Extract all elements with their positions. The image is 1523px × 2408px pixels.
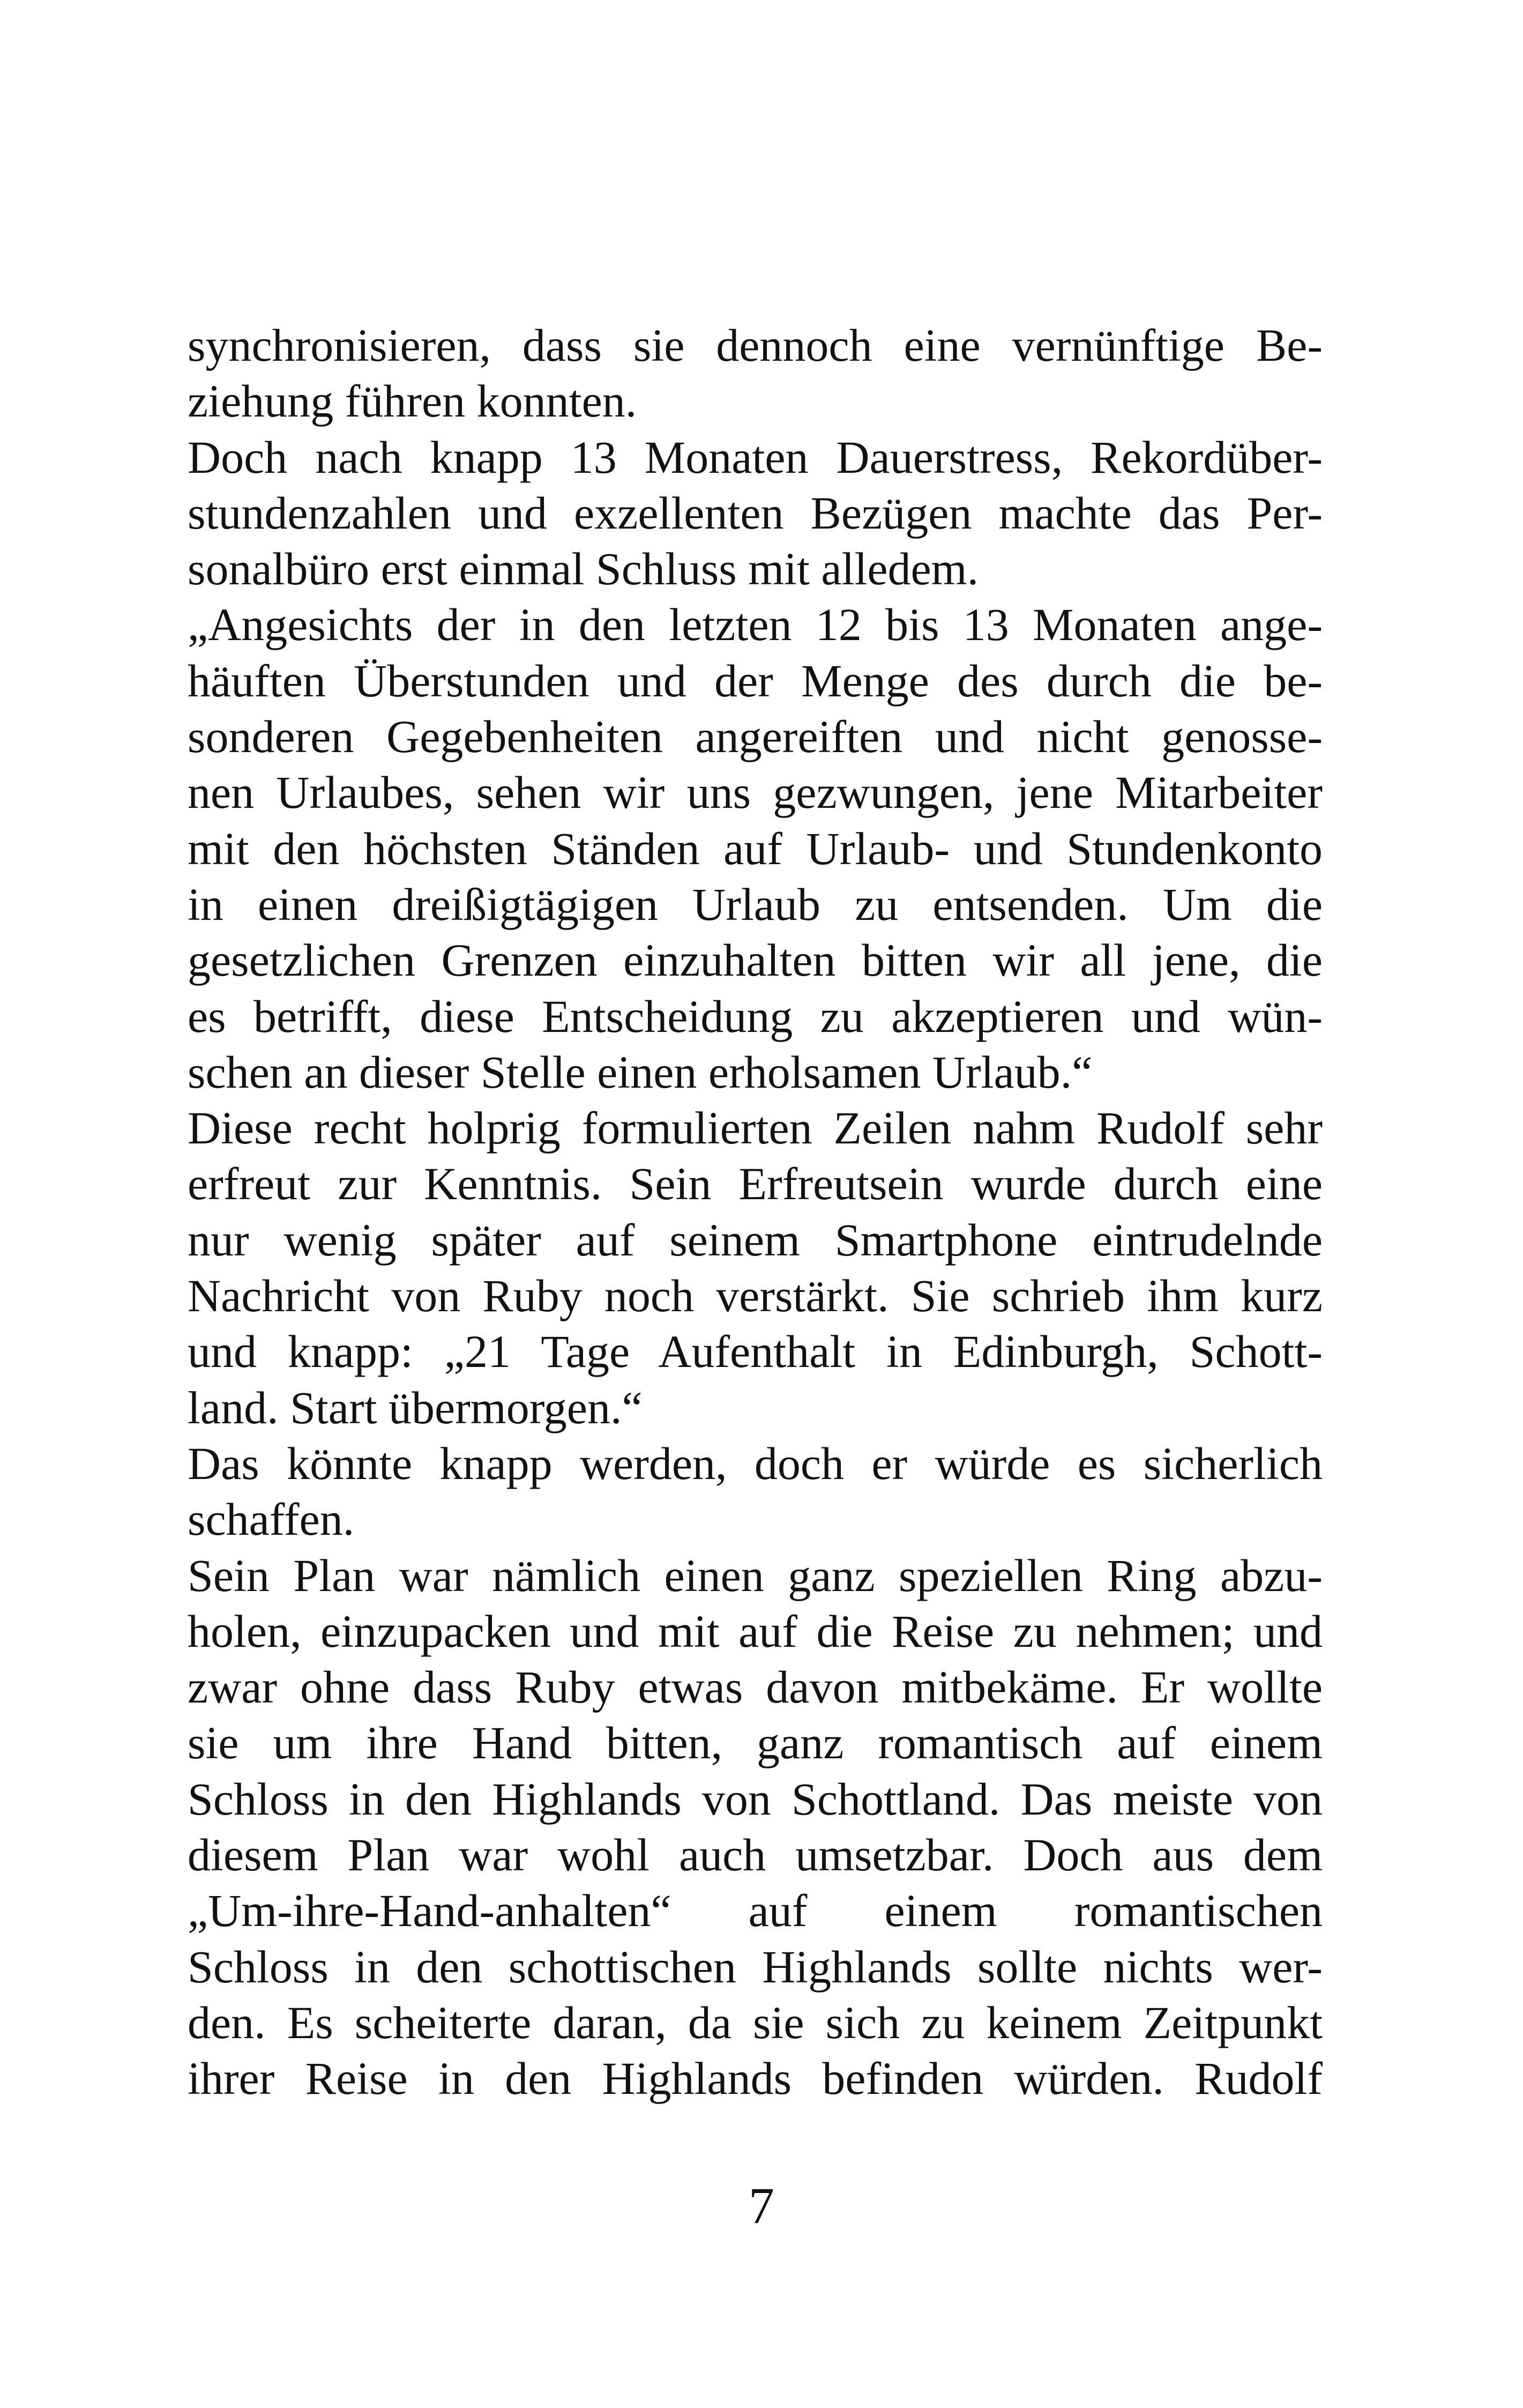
text-line: sonderen Gegebenheiten angereiften und nicht genosse- — [188, 711, 1323, 763]
text-line: sie um ihre Hand bitten, ganz romantisch auf einem — [188, 1717, 1323, 1769]
text-line: schaffen. — [188, 1493, 355, 1545]
text-line: synchronisieren, dass sie dennoch eine vernünftige Be- — [188, 319, 1323, 371]
text-line: mit den höchsten Ständen auf Urlaub- und Stundenkonto — [188, 822, 1323, 874]
text-line: diesem Plan war wohl auch umsetzbar. Doch aus dem — [188, 1829, 1323, 1881]
text-line: und knapp: „21 Tage Aufenthalt in Edinburgh, Schott- — [188, 1326, 1323, 1378]
text-line: den. Es scheiterte daran, da sie sich zu keinem Zeitpunkt — [188, 1996, 1323, 2048]
text-line: erfreut zur Kenntnis. Sein Erfreutsein wurde durch eine — [188, 1158, 1323, 1210]
text-line: Nachricht von Ruby noch verstärkt. Sie schrieb ihm kurz — [188, 1270, 1323, 1322]
text-line: nur wenig später auf seinem Smartphone eintrudelnde — [188, 1214, 1323, 1266]
text-line: Sein Plan war nämlich einen ganz speziellen Ring abzu- — [188, 1549, 1323, 1601]
page-number: 7 — [749, 2177, 774, 2234]
text-line: Schloss in den schottischen Highlands sollte nichts wer- — [188, 1941, 1323, 1993]
text-line: „Um-ihre-Hand-anhalten“ auf einem romantischen — [188, 1885, 1323, 1937]
text-line: holen, einzupacken und mit auf die Reise zu nehmen; und — [188, 1605, 1323, 1657]
text-line: zwar ohne dass Ruby etwas davon mitbekäme. Er wollte — [188, 1661, 1323, 1713]
text-line: sonalbüro erst einmal Schluss mit alledem. — [188, 543, 979, 595]
text-line: Doch nach knapp 13 Monaten Dauerstress, Rekordüber- — [188, 431, 1323, 483]
text-line: nen Urlaubes, sehen wir uns gezwungen, jene Mitarbeiter — [188, 767, 1323, 819]
text-line: ihrer Reise in den Highlands befinden würden. Rudolf — [188, 2053, 1323, 2105]
text-line: ziehung führen konnten. — [188, 375, 637, 427]
text-line: gesetzlichen Grenzen einzuhalten bitten wir all jene, die — [188, 934, 1323, 986]
text-line: Schloss in den Highlands von Schottland. Das meiste von — [188, 1773, 1323, 1825]
text-line: es betrifft, diese Entscheidung zu akzeptieren und wün- — [188, 990, 1323, 1042]
text-line: häuften Überstunden und der Menge des durch die be- — [188, 655, 1323, 707]
text-line: schen an dieser Stelle einen erholsamen Urlaub.“ — [188, 1046, 1093, 1098]
text-line: in einen dreißigtägigen Urlaub zu entsenden. Um die — [188, 878, 1323, 930]
text-line: Diese recht holprig formulierten Zeilen nahm Rudolf sehr — [188, 1102, 1323, 1154]
text-line: land. Start übermorgen.“ — [188, 1381, 643, 1433]
text-line: Das könnte knapp werden, doch er würde es sicherlich — [188, 1437, 1323, 1489]
text-line: stundenzahlen und exzellenten Bezügen machte das Per- — [188, 487, 1323, 539]
body-text — [188, 317, 1323, 2107]
text-line: „Angesichts der in den letzten 12 bis 13 Monaten ange- — [188, 599, 1323, 651]
